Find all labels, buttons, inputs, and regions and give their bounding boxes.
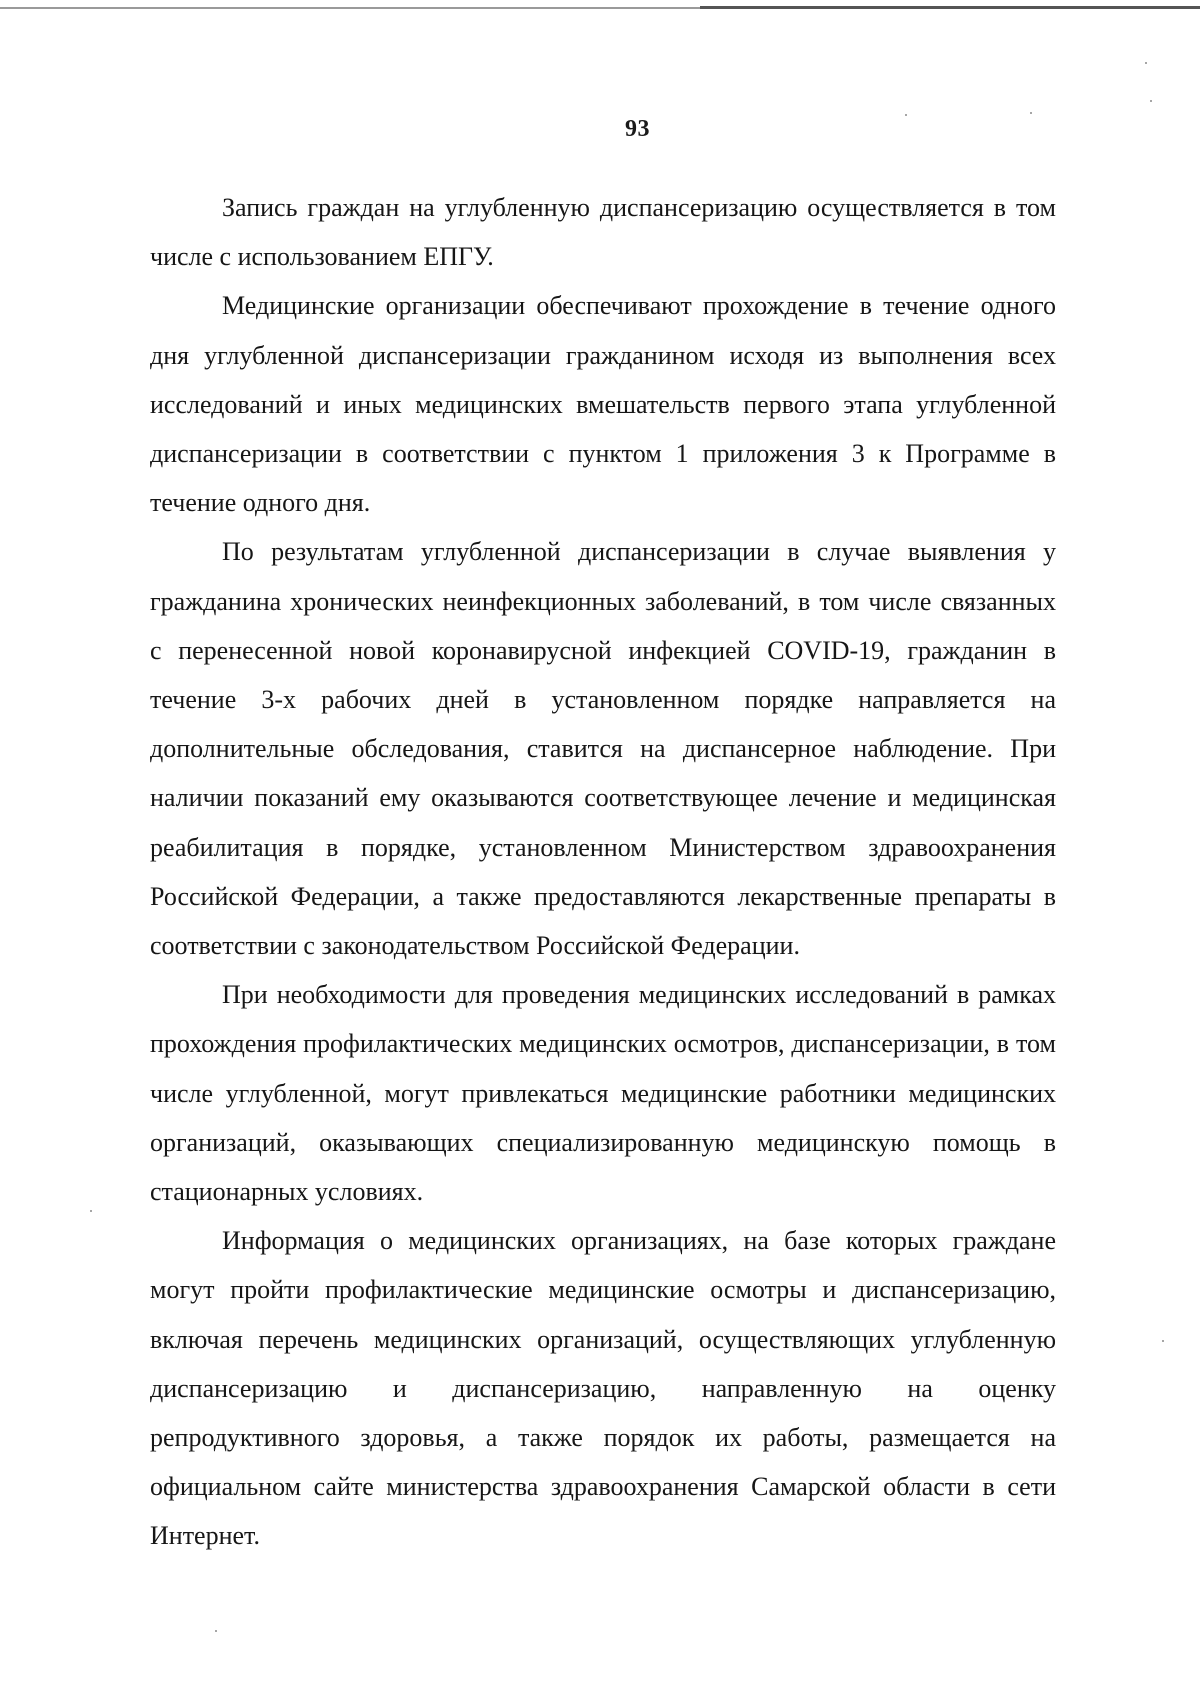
scan-edge-line-dark <box>700 6 1200 9</box>
scan-speck <box>1030 112 1032 114</box>
paragraph-involved-staff: При необходимости для проведения медицинских исследований в рамках прохождения профилактических медицинских осмотров, диспансеризации, в том числе углубленной, могут привлекаться медицинские работники медицинских организаций, оказывающих специализированную медицинскую помощь в стационарных условиях. <box>150 980 1056 1207</box>
paragraph-one-day-examination: Медицинские организации обеспечивают прохождение в течение одного дня углубленной диспансеризации гражданином исходя из выполнения всех исследований и иных медицинских вмешательств первого этапа углубленной диспансеризации в соответствии с пунктом 1 приложения 3 к Программе в течение одного дня. <box>150 291 1056 518</box>
paragraph-results-followup: По результатам углубленной диспансеризации в случае выявления у гражданина хронических неинфекционных заболеваний, в том числе связанных с перенесенной новой коронавирусной инфекцией COVID-19, гражданин в течение 3-х рабочих дней в установленном порядке направляется на дополнительные обследования, ставится на диспансерное наблюдение. При наличии показаний ему оказываются соответствующее лечение и медицинская реабилитация в порядке, установленном Министерством здравоохранения Российской Федерации, а также предоставляются лекарственные препараты в соответствии с законодательством Российской Федерации. <box>150 537 1056 961</box>
scan-speck <box>1150 100 1152 102</box>
scan-speck <box>1145 62 1147 64</box>
scan-speck <box>1162 1340 1164 1342</box>
page-number: 93 <box>625 116 650 142</box>
scan-speck <box>90 1210 92 1212</box>
body-text <box>150 183 1056 1561</box>
scan-speck <box>215 1630 217 1632</box>
paragraph-appointment: Запись граждан на углубленную диспансеризацию осуществляется в том числе с использованием ЕПГУ. <box>150 193 1056 272</box>
paragraph-information: Информация о медицинских организациях, на базе которых граждане могут пройти профилактические медицинские осмотры и диспансеризацию, включая перечень медицинских организаций, осуществляющих углубленную диспансеризацию и диспансеризацию, направленную на оценку репродуктивного здоровья, а также порядок их работы, размещается на официальном сайте министерства здравоохранения Самарской области в сети Интернет. <box>150 1226 1056 1551</box>
